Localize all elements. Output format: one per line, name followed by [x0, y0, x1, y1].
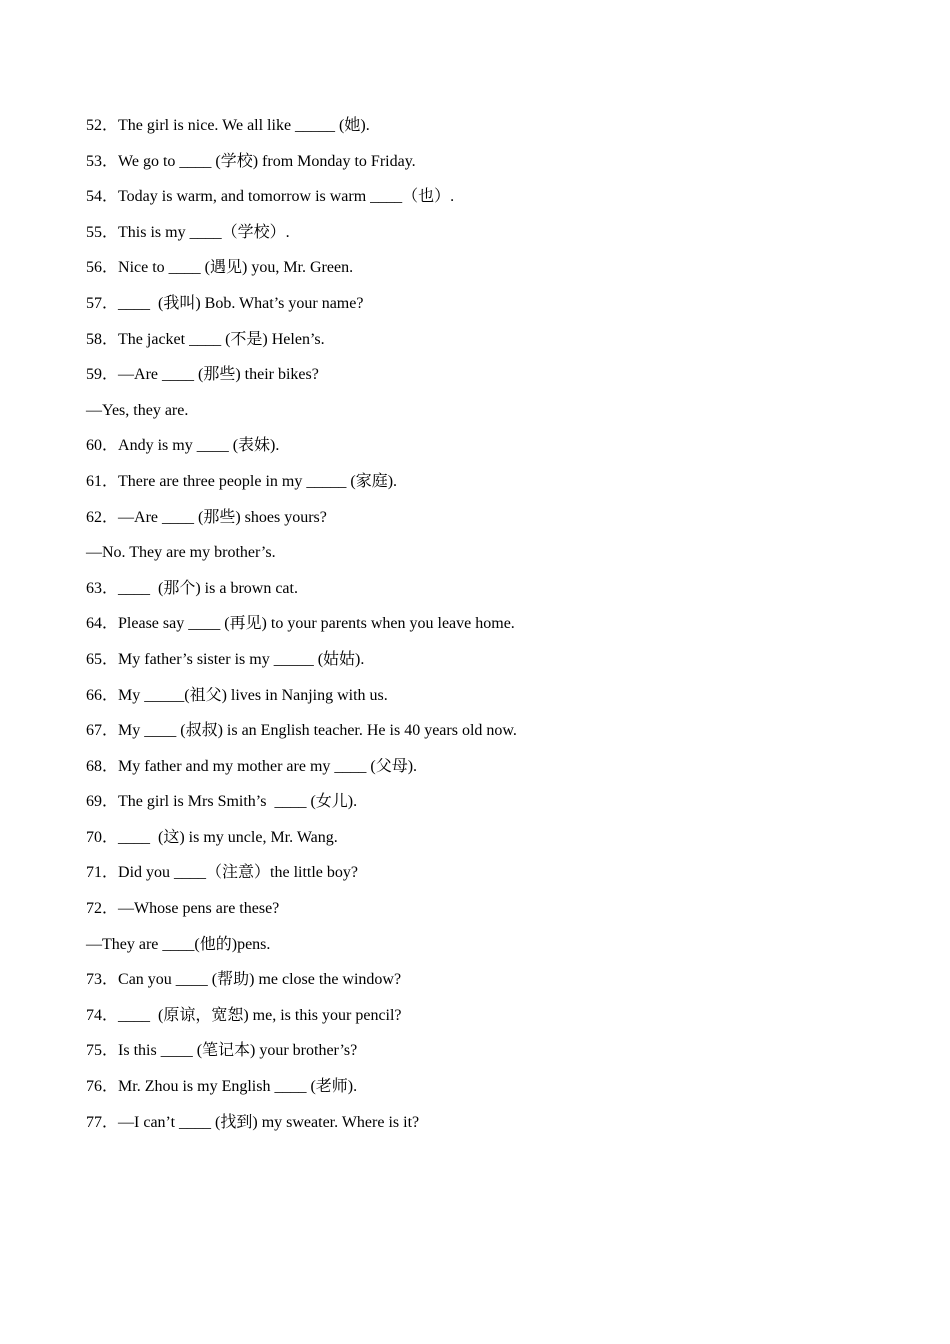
exercise-line — [86, 185, 866, 221]
exercise-line — [86, 1039, 866, 1075]
question-number: 62． — [86, 508, 119, 526]
question-text: The girl is Mrs Smith’s ____ (女儿). — [118, 793, 358, 811]
question-number: 61． — [86, 472, 119, 490]
exercise-line — [86, 1004, 866, 1040]
exercise-line — [86, 150, 866, 186]
exercise-line — [86, 755, 866, 791]
question-text: My _____(祖父) lives in Nanjing with us. — [118, 686, 388, 704]
answer-line — [86, 933, 866, 969]
question-text: There are three people in my _____ (家庭). — [118, 472, 398, 490]
exercise-line — [86, 221, 866, 257]
exercise-line — [86, 114, 866, 150]
answer-line — [86, 399, 866, 435]
question-number: 65． — [86, 650, 119, 668]
question-number: 72． — [86, 900, 119, 918]
question-text: ____ (那个) is a brown cat. — [118, 579, 298, 597]
question-text: The jacket ____ (不是) Helen’s. — [118, 330, 325, 348]
answer-text: —No. They are my brother’s. — [86, 544, 276, 562]
question-text: —Whose pens are these? — [118, 900, 280, 918]
question-text: Andy is my ____ (表妹). — [118, 437, 280, 455]
question-number: 60． — [86, 437, 119, 455]
question-number: 52． — [86, 117, 119, 134]
exercise-list — [86, 114, 866, 1146]
question-text: My father and my mother are my ____ (父母). — [118, 757, 418, 775]
question-number: 59． — [86, 366, 119, 384]
exercise-line — [86, 897, 866, 933]
question-text: This is my ____（学校）. — [118, 223, 290, 241]
exercise-line — [86, 1075, 866, 1111]
question-text: —I can’t ____ (找到) my sweater. Where is it? — [118, 1113, 420, 1131]
question-text: My father’s sister is my _____ (姑姑). — [118, 650, 365, 668]
question-number: 66． — [86, 686, 119, 704]
question-text: Did you ____（注意）the little boy? — [118, 864, 358, 882]
question-text: —Are ____ (那些) shoes yours? — [118, 508, 327, 526]
question-text: —Are ____ (那些) their bikes? — [118, 366, 319, 384]
question-text: We go to ____ (学校) from Monday to Friday. — [118, 152, 416, 170]
question-number: 54． — [86, 188, 119, 206]
question-number: 71． — [86, 864, 119, 882]
exercise-line — [86, 968, 866, 1004]
exercise-line — [86, 328, 866, 364]
question-number: 67． — [86, 722, 119, 740]
question-text: ____ (原谅，宽恕) me, is this your pencil? — [118, 1006, 402, 1024]
question-number: 57． — [86, 294, 119, 312]
exercise-line — [86, 684, 866, 720]
exercise-line — [86, 577, 866, 613]
question-number: 53． — [86, 152, 119, 170]
question-number: 70． — [86, 828, 119, 846]
question-number: 56． — [86, 259, 119, 277]
question-text: Nice to ____ (遇见) you, Mr. Green. — [118, 259, 354, 277]
question-text: ____ (这) is my uncle, Mr. Wang. — [118, 828, 338, 846]
exercise-line — [86, 719, 866, 755]
question-text: Can you ____ (帮助) me close the window? — [118, 971, 402, 989]
question-text: The girl is nice. We all like _____ (她). — [118, 117, 370, 134]
exercise-line — [86, 648, 866, 684]
question-number: 68． — [86, 757, 119, 775]
answer-text: —Yes, they are. — [86, 401, 189, 419]
answer-line — [86, 541, 866, 577]
exercise-line — [86, 861, 866, 897]
exercise-line — [86, 292, 866, 328]
answer-text: —They are ____(他的)pens. — [86, 935, 271, 953]
exercise-line — [86, 506, 866, 542]
question-number: 77． — [86, 1113, 119, 1131]
exercise-line — [86, 256, 866, 292]
question-text: Mr. Zhou is my English ____ (老师). — [118, 1078, 358, 1096]
question-number: 76． — [86, 1078, 119, 1096]
question-number: 73． — [86, 971, 119, 989]
question-number: 69． — [86, 793, 119, 811]
question-number: 64． — [86, 615, 119, 633]
question-text: Today is warm, and tomorrow is warm ____（也）. — [118, 188, 455, 206]
exercise-line — [86, 434, 866, 470]
question-text: Please say ____ (再见) to your parents when you leave home. — [118, 615, 515, 633]
question-text: Is this ____ (笔记本) your brother’s? — [118, 1042, 358, 1060]
exercise-line — [86, 363, 866, 399]
question-number: 55． — [86, 223, 119, 241]
question-number: 63． — [86, 579, 119, 597]
question-number: 58． — [86, 330, 119, 348]
exercise-line — [86, 826, 866, 862]
question-text: ____ (我叫) Bob. What’s your name? — [118, 294, 364, 312]
question-text: My ____ (叔叔) is an English teacher. He is 40 years old now. — [118, 722, 517, 740]
exercise-line — [86, 790, 866, 826]
exercise-line — [86, 1111, 866, 1147]
question-number: 75． — [86, 1042, 119, 1060]
question-number: 74． — [86, 1006, 119, 1024]
exercise-line — [86, 470, 866, 506]
exercise-line — [86, 612, 866, 648]
